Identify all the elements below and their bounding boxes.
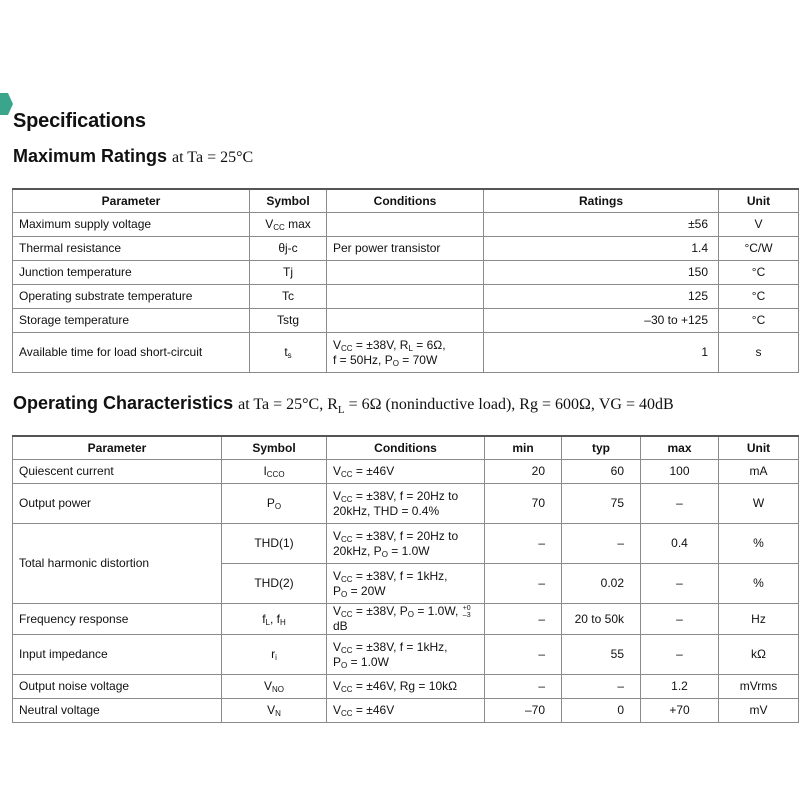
table-row	[13, 604, 799, 635]
max-cell: 100	[641, 460, 719, 484]
table-row	[13, 460, 799, 484]
max-ratings-table	[12, 188, 799, 373]
symbol-cell: THD(2)	[222, 564, 327, 604]
col-header: Conditions	[327, 436, 485, 460]
ratings-cell: 1.4	[484, 237, 719, 261]
unit-cell: °C	[719, 285, 799, 309]
unit-cell: %	[719, 524, 799, 564]
unit-cell: mV	[719, 699, 799, 723]
min-cell: –	[485, 635, 562, 675]
ratings-cell: –30 to +125	[484, 309, 719, 333]
operating-characteristics-table	[12, 435, 799, 723]
table-row	[13, 699, 799, 723]
operating-characteristics-title: Operating Characteristics	[13, 393, 234, 413]
symbol-cell: THD(1)	[222, 524, 327, 564]
parameter-cell: Output noise voltage	[13, 675, 222, 699]
unit-cell: V	[719, 213, 799, 237]
parameter-cell: Available time for load short-circuit	[13, 333, 250, 373]
unit-cell: Hz	[719, 604, 799, 635]
max-cell: 0.4	[641, 524, 719, 564]
col-header: Conditions	[327, 189, 484, 213]
symbol-cell: Tc	[250, 285, 327, 309]
conditions-cell: $V_{CC} = \pm 46V$	[327, 699, 485, 723]
ratings-cell: 150	[484, 261, 719, 285]
typ-cell: 0.02	[562, 564, 641, 604]
max-ratings-title: Maximum Ratings	[13, 146, 168, 166]
parameter-cell: Total harmonic distortion	[13, 524, 222, 604]
parameter-cell: Output power	[13, 484, 222, 524]
parameter-cell: Frequency response	[13, 604, 222, 635]
unit-cell: %	[719, 564, 799, 604]
table-row	[13, 484, 799, 524]
conditions-cell: $V_{CC} = \pm 38V$, f = 1kHz, $P_O = 1.0W$	[327, 635, 485, 675]
symbol-cell: $V_{CC}$ max	[250, 213, 327, 237]
page-title: Specifications	[13, 110, 146, 132]
table-header-row	[13, 436, 799, 460]
symbol-cell: θj-c	[250, 237, 327, 261]
section-tab-icon	[0, 93, 13, 115]
min-cell: –	[485, 604, 562, 635]
max-cell: –	[641, 484, 719, 524]
table-row	[13, 635, 799, 675]
parameter-cell: Maximum supply voltage	[13, 213, 250, 237]
typ-cell: 20 to 50k	[562, 604, 641, 635]
operating-characteristics-heading	[13, 393, 674, 416]
parameter-cell: Neutral voltage	[13, 699, 222, 723]
symbol-cell: $P_O$	[222, 484, 327, 524]
max-ratings-note: at Ta = 25°C	[172, 149, 254, 166]
typ-cell: 60	[562, 460, 641, 484]
typ-cell: 0	[562, 699, 641, 723]
symbol-cell: $f_L$, $f_H$	[222, 604, 327, 635]
ratings-cell: 125	[484, 285, 719, 309]
table-row	[13, 237, 799, 261]
col-header: Symbol	[222, 436, 327, 460]
unit-cell: W	[719, 484, 799, 524]
parameter-cell: Thermal resistance	[13, 237, 250, 261]
typ-cell: 55	[562, 635, 641, 675]
operating-characteristics-note: at Ta = 25°C, $R_L = 6\Omega$ (noninductive load), Rg = 600Ω, VG = 40dB	[238, 396, 674, 417]
conditions-cell: $V_{CC} = \pm 38V$, f = 1kHz, $P_O = 20W$	[327, 564, 485, 604]
col-header: Ratings	[484, 189, 719, 213]
conditions-cell: $V_{CC} = \pm 38V$, $R_L = 6\Omega$, f = 50Hz, $P_O = 70W$	[327, 333, 484, 373]
col-header: typ	[562, 436, 641, 460]
parameter-cell: Storage temperature	[13, 309, 250, 333]
max-cell: +70	[641, 699, 719, 723]
unit-cell: mVrms	[719, 675, 799, 699]
conditions-cell: $V_{CC} = \pm 38V$, $P_O = 1.0W$, +0 –3 dB	[327, 604, 485, 635]
max-cell: –	[641, 635, 719, 675]
symbol-cell: $r_i$	[222, 635, 327, 675]
table-row	[13, 524, 799, 564]
col-header: Parameter	[13, 436, 222, 460]
parameter-cell: Quiescent current	[13, 460, 222, 484]
table-row	[13, 333, 799, 373]
conditions-cell	[327, 261, 484, 285]
table-row	[13, 261, 799, 285]
symbol-cell: $I_{CCO}$	[222, 460, 327, 484]
min-cell: –70	[485, 699, 562, 723]
col-header: min	[485, 436, 562, 460]
min-cell: –	[485, 524, 562, 564]
table-header-row	[13, 189, 799, 213]
unit-cell: kΩ	[719, 635, 799, 675]
typ-cell: –	[562, 675, 641, 699]
typ-cell: –	[562, 524, 641, 564]
conditions-cell: $V_{CC} = \pm 38V$, f = 20Hz to 20kHz, $P_O = 1.0W$	[327, 524, 485, 564]
table-row	[13, 675, 799, 699]
symbol-cell: $t_s$	[250, 333, 327, 373]
unit-cell: °C	[719, 261, 799, 285]
max-cell: 1.2	[641, 675, 719, 699]
col-header: max	[641, 436, 719, 460]
conditions-cell	[327, 285, 484, 309]
symbol-cell: $V_N$	[222, 699, 327, 723]
col-header: Symbol	[250, 189, 327, 213]
table-row	[13, 285, 799, 309]
parameter-cell: Input impedance	[13, 635, 222, 675]
max-cell: –	[641, 604, 719, 635]
max-ratings-heading	[13, 146, 253, 167]
min-cell: 20	[485, 460, 562, 484]
unit-cell: °C/W	[719, 237, 799, 261]
ratings-cell: ±56	[484, 213, 719, 237]
conditions-cell	[327, 213, 484, 237]
col-header: Unit	[719, 436, 799, 460]
table-row	[13, 309, 799, 333]
symbol-cell: $V_{NO}$	[222, 675, 327, 699]
parameter-cell: Junction temperature	[13, 261, 250, 285]
min-cell: –	[485, 564, 562, 604]
conditions-cell: $V_{CC} = \pm 46V$, Rg = 10kΩ	[327, 675, 485, 699]
symbol-cell: Tstg	[250, 309, 327, 333]
conditions-cell: $V_{CC} = \pm 38V$, f = 20Hz to 20kHz, THD = 0.4%	[327, 484, 485, 524]
unit-cell: s	[719, 333, 799, 373]
conditions-cell: Per power transistor	[327, 237, 484, 261]
min-cell: –	[485, 675, 562, 699]
table-row	[13, 213, 799, 237]
parameter-cell: Operating substrate temperature	[13, 285, 250, 309]
ratings-cell: 1	[484, 333, 719, 373]
conditions-cell	[327, 309, 484, 333]
unit-cell: mA	[719, 460, 799, 484]
symbol-cell: Tj	[250, 261, 327, 285]
max-cell: –	[641, 564, 719, 604]
unit-cell: °C	[719, 309, 799, 333]
col-header: Unit	[719, 189, 799, 213]
conditions-cell: $V_{CC} = \pm 46V$	[327, 460, 485, 484]
col-header: Parameter	[13, 189, 250, 213]
min-cell: 70	[485, 484, 562, 524]
typ-cell: 75	[562, 484, 641, 524]
